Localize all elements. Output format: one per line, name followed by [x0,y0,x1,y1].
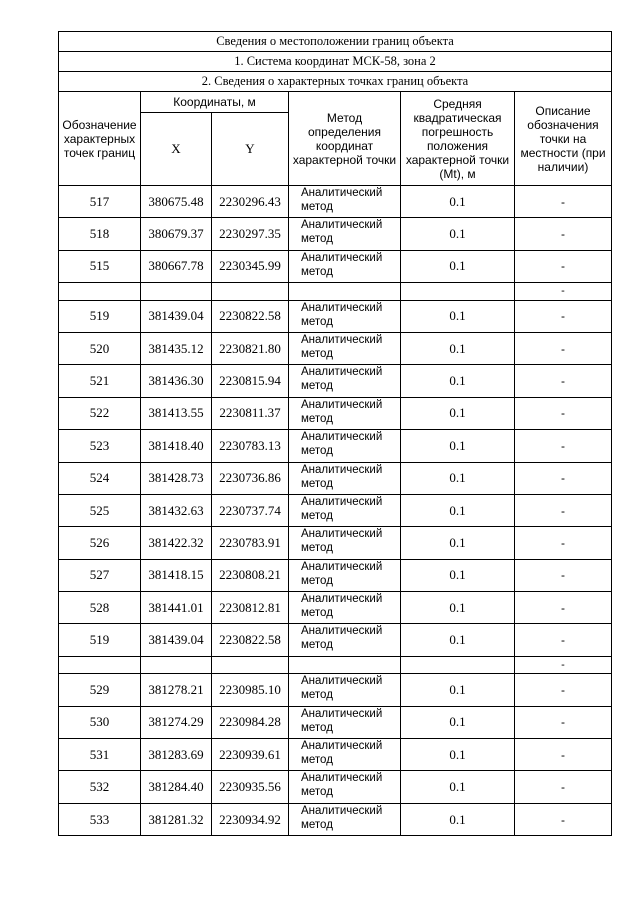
method-cell [289,283,401,300]
method-cell: Аналитический метод [289,706,401,738]
table-row [59,674,612,706]
method-cell: Аналитический метод [289,771,401,803]
y-coordinate-cell: 2230815.94 [212,365,289,397]
point-cell: 531 [59,739,141,771]
table-row [59,592,612,624]
description-cell: - [515,397,612,429]
point-cell: 518 [59,218,141,250]
point-cell: 526 [59,527,141,559]
table-row [59,462,612,494]
document-title: Сведения о местоположении границ объекта [59,32,612,52]
table-row-separator [59,656,612,673]
x-coordinate-cell: 381278.21 [141,674,212,706]
point-cell [59,283,141,300]
table-row [59,771,612,803]
table-body [59,186,612,836]
y-coordinate-cell: 2230821.80 [212,332,289,364]
table-row [59,430,612,462]
point-column-header: Обозначение характерных точек границ [59,92,141,186]
x-coordinate-cell [141,283,212,300]
x-coordinate-cell: 381283.69 [141,739,212,771]
description-cell: - [515,706,612,738]
points-section-heading: 2. Сведения о характерных точках границ объекта [59,72,612,92]
point-cell: 519 [59,624,141,656]
method-cell: Аналитический метод [289,430,401,462]
y-coordinate-cell: 2230812.81 [212,592,289,624]
table-row [59,559,612,591]
description-cell: - [515,592,612,624]
description-column-header: Описание обозначения точки на местности (при наличии) [515,92,612,186]
table-row [59,494,612,526]
accuracy-cell: 0.1 [401,397,515,429]
x-coordinate-cell: 381439.04 [141,300,212,332]
accuracy-cell: 0.1 [401,300,515,332]
y-coordinate-cell: 2230783.13 [212,430,289,462]
accuracy-cell: 0.1 [401,803,515,835]
table-row [59,332,612,364]
table-row [59,527,612,559]
x-coordinate-cell: 380675.48 [141,186,212,218]
accuracy-cell: 0.1 [401,365,515,397]
accuracy-cell: 0.1 [401,592,515,624]
x-coordinate-cell: 381432.63 [141,494,212,526]
accuracy-column-header: Средняя квадратическая погрешность положения характерной точки (Mt), м [401,92,515,186]
accuracy-cell: 0.1 [401,218,515,250]
point-cell: 515 [59,250,141,282]
table-row [59,739,612,771]
description-cell: - [515,283,612,300]
point-cell: 532 [59,771,141,803]
x-coordinate-cell: 381274.29 [141,706,212,738]
x-coordinate-cell: 381435.12 [141,332,212,364]
x-coordinate-cell: 381428.73 [141,462,212,494]
method-cell: Аналитический метод [289,803,401,835]
y-coordinate-cell: 2230822.58 [212,300,289,332]
method-cell: Аналитический метод [289,332,401,364]
x-coordinate-cell: 381439.04 [141,624,212,656]
method-cell: Аналитический метод [289,674,401,706]
method-cell: Аналитический метод [289,462,401,494]
method-cell: Аналитический метод [289,300,401,332]
x-coordinate-cell: 381418.15 [141,559,212,591]
table-row [59,218,612,250]
description-cell: - [515,300,612,332]
y-coordinate-cell [212,283,289,300]
table-row [59,365,612,397]
description-cell: - [515,462,612,494]
description-cell: - [515,365,612,397]
method-cell: Аналитический метод [289,624,401,656]
x-coordinate-cell: 381441.01 [141,592,212,624]
y-coordinate-cell: 2230935.56 [212,771,289,803]
point-cell: 523 [59,430,141,462]
y-coordinate-cell: 2230808.21 [212,559,289,591]
point-cell: 529 [59,674,141,706]
description-cell: - [515,803,612,835]
description-cell: - [515,674,612,706]
accuracy-cell: 0.1 [401,624,515,656]
x-coordinate-cell: 381418.40 [141,430,212,462]
accuracy-cell: 0.1 [401,771,515,803]
table-row [59,250,612,282]
description-cell: - [515,430,612,462]
description-cell: - [515,771,612,803]
point-cell: 527 [59,559,141,591]
y-coordinate-cell: 2230296.43 [212,186,289,218]
accuracy-cell: 0.1 [401,430,515,462]
method-cell: Аналитический метод [289,397,401,429]
coordinates-column-header: Координаты, м [141,92,289,113]
accuracy-cell: 0.1 [401,332,515,364]
method-cell: Аналитический метод [289,527,401,559]
point-cell: 520 [59,332,141,364]
method-cell: Аналитический метод [289,186,401,218]
accuracy-cell: 0.1 [401,706,515,738]
point-cell: 524 [59,462,141,494]
method-cell: Аналитический метод [289,218,401,250]
accuracy-cell [401,283,515,300]
table-row [59,300,612,332]
point-cell: 522 [59,397,141,429]
point-cell: 519 [59,300,141,332]
table-row-separator [59,283,612,300]
description-cell: - [515,332,612,364]
x-coordinate-cell: 381422.32 [141,527,212,559]
x-coordinate-cell: 380667.78 [141,250,212,282]
x-coordinate-cell: 380679.37 [141,218,212,250]
method-cell: Аналитический метод [289,739,401,771]
y-coordinate-cell: 2230985.10 [212,674,289,706]
method-cell: Аналитический метод [289,559,401,591]
accuracy-cell: 0.1 [401,186,515,218]
description-cell: - [515,250,612,282]
y-coordinate-cell: 2230811.37 [212,397,289,429]
point-cell: 521 [59,365,141,397]
y-coordinate-cell [212,656,289,673]
accuracy-cell: 0.1 [401,250,515,282]
y-coordinate-cell: 2230783.91 [212,527,289,559]
coordinate-system-heading: 1. Система координат МСК-58, зона 2 [59,52,612,72]
description-cell: - [515,494,612,526]
x-coordinate-cell: 381284.40 [141,771,212,803]
description-cell: - [515,186,612,218]
x-coordinate-cell [141,656,212,673]
table-row [59,397,612,429]
accuracy-cell: 0.1 [401,739,515,771]
x-coordinate-cell: 381413.55 [141,397,212,429]
table-row [59,186,612,218]
accuracy-cell: 0.1 [401,527,515,559]
y-coordinate-cell: 2230939.61 [212,739,289,771]
description-cell: - [515,739,612,771]
accuracy-cell [401,656,515,673]
y-coordinate-cell: 2230934.92 [212,803,289,835]
x-coordinate-cell: 381281.32 [141,803,212,835]
table-row [59,803,612,835]
y-coordinate-cell: 2230345.99 [212,250,289,282]
description-cell: - [515,218,612,250]
description-cell: - [515,527,612,559]
x-coordinate-cell: 381436.30 [141,365,212,397]
method-column-header: Метод определения координат характерной точки [289,92,401,186]
point-cell [59,656,141,673]
point-cell: 533 [59,803,141,835]
method-cell [289,656,401,673]
description-cell: - [515,656,612,673]
y-coordinate-cell: 2230984.28 [212,706,289,738]
accuracy-cell: 0.1 [401,462,515,494]
x-column-header: X [141,113,212,186]
method-cell: Аналитический метод [289,494,401,526]
description-cell: - [515,559,612,591]
method-cell: Аналитический метод [289,592,401,624]
y-coordinate-cell: 2230737.74 [212,494,289,526]
point-cell: 530 [59,706,141,738]
y-coordinate-cell: 2230822.58 [212,624,289,656]
coordinates-table [58,31,612,836]
table-row [59,706,612,738]
accuracy-cell: 0.1 [401,674,515,706]
method-cell: Аналитический метод [289,250,401,282]
table-row [59,624,612,656]
method-cell: Аналитический метод [289,365,401,397]
y-coordinate-cell: 2230297.35 [212,218,289,250]
point-cell: 525 [59,494,141,526]
description-cell: - [515,624,612,656]
y-column-header: Y [212,113,289,186]
point-cell: 517 [59,186,141,218]
point-cell: 528 [59,592,141,624]
y-coordinate-cell: 2230736.86 [212,462,289,494]
accuracy-cell: 0.1 [401,494,515,526]
accuracy-cell: 0.1 [401,559,515,591]
